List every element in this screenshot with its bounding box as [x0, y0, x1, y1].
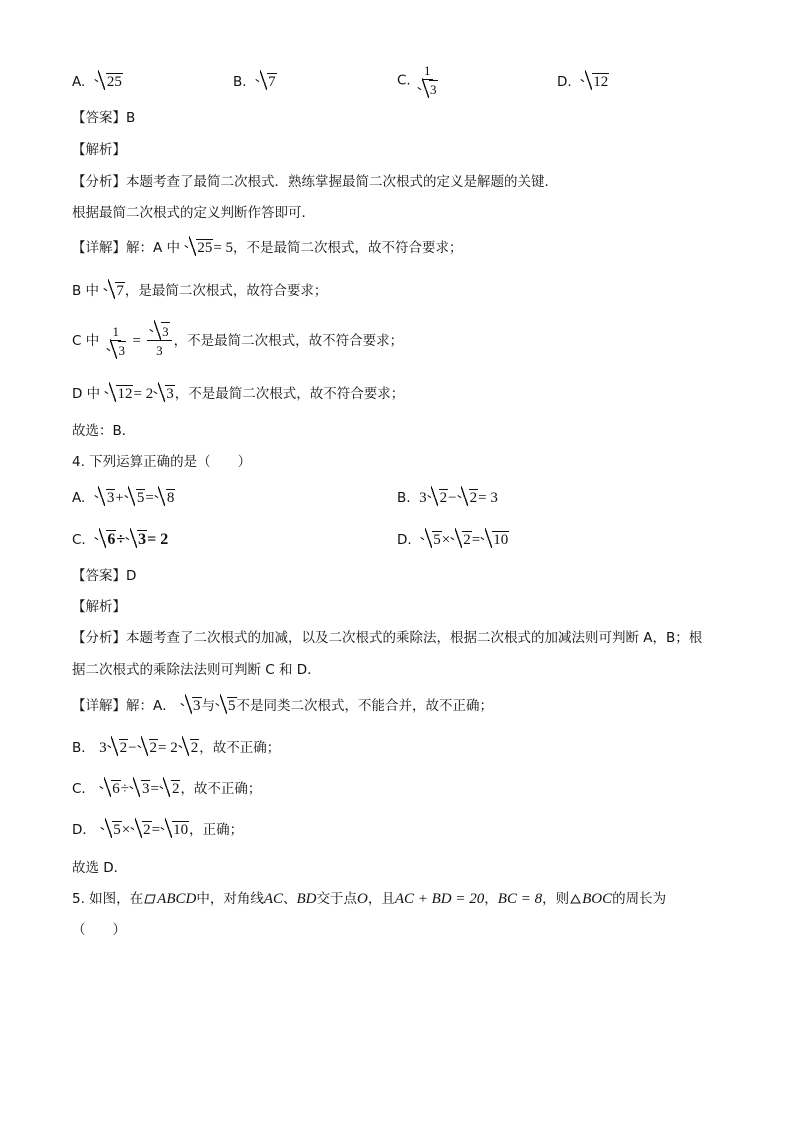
- q4-conclusion: 故选 D．: [72, 860, 128, 876]
- q4-detail-d: D． 5× 2= 10，正确；: [72, 822, 244, 838]
- q3-option-d: D. 12: [557, 74, 609, 90]
- q5-stem: 5. 如图，在 ABCD中，对角线AC、BD交于点O，且AC + BD = 20，BC = 8，则 BOC的周长为: [72, 891, 667, 907]
- q4-option-a: A. 3+ 5= 8: [72, 490, 175, 506]
- q4-answer: 【答案】D: [72, 568, 137, 584]
- sqrt-symbol: 25: [95, 72, 123, 92]
- q4-detail-c: C． 6÷ 3= 2，故不正确；: [72, 781, 262, 797]
- parallelogram-icon: [144, 894, 156, 904]
- q4-fenxi-2: 据二次根式的乘除法法则可判断 C 和 D．: [72, 662, 321, 678]
- q3-answer: 【答案】B: [72, 110, 136, 126]
- q4-detail-a: 【详解】解：A． 3与 5不是同类二次根式，不能合并，故不正确；: [72, 698, 494, 714]
- q3-analysis-heading: 【解析】: [72, 142, 126, 158]
- q4-analysis-heading: 【解析】: [72, 599, 126, 615]
- q4-fenxi: 【分析】本题考查了二次根式的加减，以及二次根式的乘除法，根据二次根式的加减法则可判断 A，B；根: [72, 630, 703, 646]
- q4-option-c: C. 6÷ 3= 2: [72, 531, 169, 548]
- q4-stem: 4. 下列运算正确的是（ ）: [72, 454, 252, 470]
- q4-detail-b: B． 3 2− 2= 2 2，故不正确；: [72, 740, 281, 756]
- q4-option-d: D. 5× 2= 10: [397, 532, 509, 548]
- q3-conclusion: 故选：B．: [72, 423, 136, 439]
- q3-option-b: B. 7: [233, 74, 276, 90]
- q3-detail-b: B 中 7，是最简二次根式，故符合要求；: [72, 283, 328, 299]
- q3-detail-a: 【详解】解：A 中 25= 5，不是最简二次根式，故不符合要求；: [72, 240, 463, 256]
- q3-option-a: A. 25: [72, 74, 122, 90]
- q3-detail-c: C 中 $\frac{1}{3}$ = $\frac{3}{3}$ ，不是最简二次根式，故不符合要求；: [72, 323, 404, 358]
- q5-paren: （ ）: [72, 922, 126, 938]
- q4-option-b: B. 3 2− 2= 3: [397, 490, 498, 506]
- q3-fenxi-2: 根据最简二次根式的定义判断作答即可．: [72, 205, 315, 221]
- q3-option-c: C. $\frac{1}{3}$: [397, 63, 437, 97]
- triangle-icon: [570, 894, 581, 904]
- q3-fenxi: 【分析】本题考查了最简二次根式．熟练掌握最简二次根式的定义是解题的关键．: [72, 174, 558, 190]
- q3-detail-d: D 中 12= 2 3，不是最简二次根式，故不符合要求；: [72, 386, 405, 402]
